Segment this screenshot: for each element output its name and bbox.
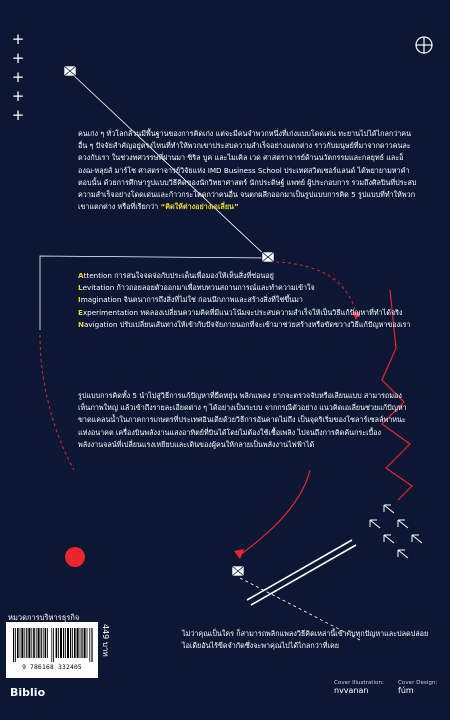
credit-illustration-name: nvvanan [334, 686, 369, 695]
isbn-number: 9 786168 332405 [22, 664, 82, 671]
credit-design [398, 680, 437, 694]
credit-illustration [334, 680, 384, 694]
body-paragraph: รูปแบบการคิดทั้ง 5 นำไปสู่วิธีการแก้ปัญหาที่ยืดหยุ่น พลิกแพลง ยากจะตรวจจับหรือเลียนแบบ สามารถมองเห็นภาพใหญ่ แล้วเข้าถึงรายละเอียดต่าง ๆ ได้อย่างเป็นระบบ จากกรณีตัวอย่าง แนวคิดเอเลี่ยนช่วยแก้ปัญหาขาดแคลนน้ำในภาคการเกษตรที่ประเทศอินเดียด้วยวิธีการอันคาดไม่ถึง เป็นจุดริเริ่มของโซลาร์เซลล์พาหนะแห่งอนาคต เครื่องบินพลังงานแสงอาทิตย์ที่บินได้โดยไม่ต้องใช้เชื้อเพลิง ไปจนถึงการคิดค้นกระเบื้องพลังงานจลน์ที่เปลี่ยนแรงเหยียบและเดินของผู้คนให้กลายเป็นพลังงานไฟฟ้าได้ [78, 391, 407, 449]
price-text: 449 บาท [101, 624, 110, 657]
principle-item: Navigation ปรับเปลี่ยนเส้นทางให้เข้ากับปัจจัยภายนอกที่จะเข้ามาช่วยสร้างหรือขัดขวางวิธีแก้ปัญหาของเรา [78, 319, 411, 329]
price-label [100, 624, 114, 679]
alien-principles-list [78, 270, 418, 331]
intro-highlight: “คิดให้ต่างอย่างเอเลี่ยน” [160, 202, 239, 212]
plus-icon: + [11, 87, 25, 105]
credit-design-name: fúm [398, 686, 414, 695]
envelope-icon-bottom [232, 566, 244, 576]
plus-icon: + [11, 68, 25, 86]
plus-icon: + [11, 30, 25, 48]
red-curve-bottom [240, 470, 310, 555]
credit-design-label: Cover Design: [398, 680, 438, 686]
plus-icon: + [11, 106, 25, 124]
intro-paragraph [78, 128, 418, 213]
globe-icon [415, 36, 433, 54]
cursor-arrows-icon [370, 505, 422, 558]
red-arrowhead-bottom [234, 549, 244, 559]
credit-illustration-label: Cover Illustration: [334, 680, 384, 686]
envelope-icon-middle [262, 252, 274, 262]
barcode-box [6, 622, 98, 678]
publisher-logo: Biblio [10, 686, 46, 699]
envelope-icon-top [64, 66, 76, 76]
plus-symbols [10, 30, 26, 125]
double-line-upper [247, 540, 352, 600]
principle-item: Attention การสนใจจดจ่อกับประเด็นเพื่อมองให้เห็นสิ่งที่ซ่อนอยู่ [78, 271, 274, 280]
principle-item: Levitation ก้าวถอยลอยตัวออกมาเพื่อทบทวนสถานการณ์และทำความเข้าใจ [78, 283, 315, 293]
double-line-lower [251, 545, 356, 605]
barcode-icon [13, 628, 93, 662]
principle-item: Experimentation ทดลองเปลี่ยนความคิดที่มีแนวโน้มจะประสบความสำเร็จให้เป็นวิธีแก้ปัญหาที่ทำได้จริง [78, 307, 403, 317]
plus-icon: + [11, 49, 25, 67]
red-dot [65, 547, 85, 567]
principle-item: Imagination จินตนาการถึงสิ่งที่ไม่ใช่ ก่อนนึกภาพและสร้างสิ่งที่ใช่ขึ้นมา [78, 295, 303, 305]
red-dashed-curve-left [40, 335, 74, 470]
closing-paragraph: ไม่ว่าคุณเป็นใคร ก็สามารถพลิกแพลงวิธีคิดเหล่านี้เข้ากับทุกปัญหาและปลดปล่อยไอเดียอันไร้ขีดจำกัดซึ่งจะพาคุณไปได้ไกลกว่าที่เคย [182, 629, 429, 651]
category-label: หมวดการบริหารธุรกิจ [8, 613, 80, 622]
intro-text: คนเก่ง ๆ ทั่วโลกล้วนมีพื้นฐานของการคิดเก่ง แต่จะมีคนจำพวกหนึ่งที่เก่งแบบโดดเด่น ทะยานไปได้ไกลกว่าคนอื่น ๆ ปัจจัยสำคัญอยู่ตรงไหนที่ทำให้พวกเขาประสบความสำเร็จอย่างแตกต่าง ราวกับมนุษย์ที่มาจากดาวคนละดวงกับเรา ในช่วงทศวรรษที่ผ่านมา ซิริล บูค และไมเคิล เวด ศาสตราจารย์ด้านนวัตกรรมและกลยุทธ์ และอ็องฌ-หลุยส์ มาร์โช ศาสตราจารย์วิจัยแห่ง IMD Business School ประเทศสวิตเซอร์แลนด์ ได้พยายามหาคำตอบนั้น ด้วยการศึกษารูปแบบวิธีคิดของนักวิทยาศาสตร์ นักประดิษฐ์ แพทย์ ผู้ประกอบการ รวมถึงศิลปินที่ประสบความสำเร็จอย่างโดดเด่นและก้าวกระโดดกว่าคนอื่น จนตกผลึกออกมาเป็นรูปแบบการคิด 5 รูปแบบที่ทำให้พวกเขาแตกต่าง หรือที่เรียกว่า [78, 129, 417, 212]
